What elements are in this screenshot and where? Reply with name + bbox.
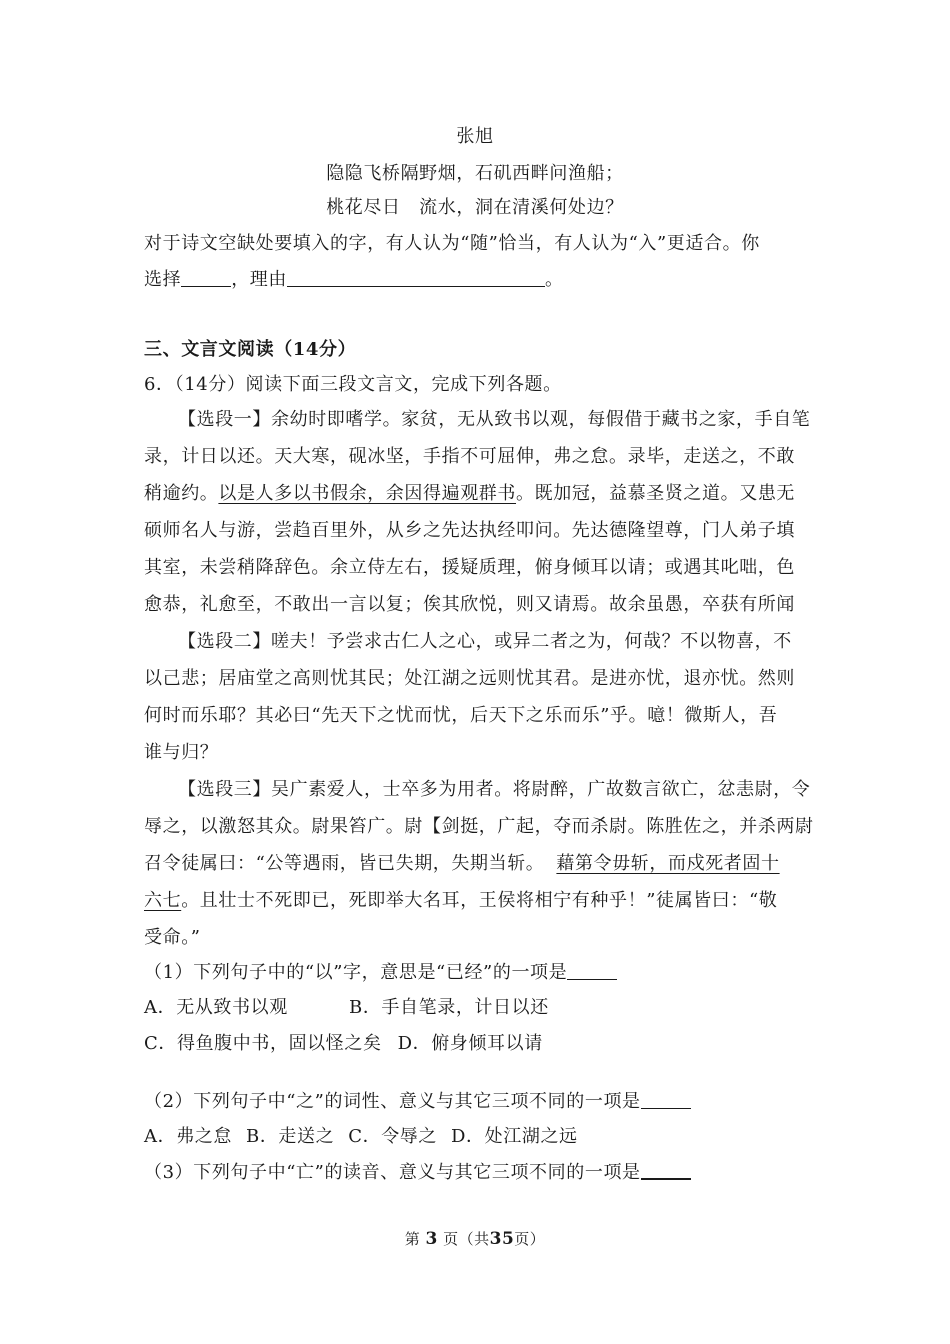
para3-line-3 [144,853,808,875]
footer-middle: 页（共 [443,1230,490,1248]
para1-line-6: 愈恭，礼愈至，不敢出一言以复；俟其欣悦，则又请焉。故余虽愚，卒获有所闻 [144,594,795,615]
q5-reason-blank[interactable] [287,270,545,287]
footer-page-number: 3 [425,1229,438,1249]
poem-author: 张旭 [456,126,494,147]
sub1-option-a[interactable]: A．无从致书以观 [144,997,288,1018]
sub3-question-text: （3）下列句子中“亡”的读音、意义与其它三项不同的一项是 [144,1162,641,1183]
sub2-question-text: （2）下列句子中“之”的词性、意义与其它三项不同的一项是 [144,1091,641,1112]
para1-line-3-end: 。既加冠，益慕圣贤之道。又患无 [516,483,796,504]
poem-line-2: 桃花尽日 流水，洞在清溪何处边？ [326,197,624,218]
para1-line-4: 硕师名人与游，尝趋百里外，从乡之先达执经叩问。先达德隆望尊，门人弟子填 [144,520,795,541]
para2-line-3: 何时而乐耶？其必曰“先天下之忧而忧，后天下之乐而乐”乎。噫！微斯人，吾 [144,705,778,726]
para3-line-5: 受命。” [144,927,201,948]
sub1-answer-blank[interactable] [567,963,617,980]
q5-end-mark: 。 [545,269,564,290]
underlined-sentence-2-part-1: 藉第令毋斩，而戍死者固十 [556,853,780,874]
sub2-option-a[interactable]: A．弗之怠 [144,1126,232,1147]
section-heading: 三、文言文阅读（14分） [144,339,357,360]
para3-line-4 [144,890,808,912]
underlined-sentence-2-part-2: 六七 [144,890,182,911]
para1-line-1: 【选段一】余幼时即嗜学。家贫，无从致书以观，每假借于藏书之家，手自笔 [178,409,811,430]
underlined-sentence-1: 以是人多以书假余，余因得遍观群书 [218,483,517,504]
para3-line-1: 【选段三】吴广素爱人，士卒多为用者。将尉醉，广故数言欲亡，忿恚尉，令 [178,779,811,800]
q5-choice-blank[interactable] [181,270,231,287]
sub1-question-text: （1）下列句子中的“以”字，意思是“已经”的一项是 [144,962,568,983]
para2-line-4: 谁与归？ [144,742,219,763]
para1-line-3-start: 稍逾约。 [144,483,219,504]
sub1-options-row-1 [144,997,808,1019]
para3-line-2: 辱之，以激怒其众。尉果笞广。尉【剑挺，广起，夺而杀尉。陈胜佐之，并杀两尉 [144,816,814,837]
q5-choose-label: 选择 [144,269,182,290]
sub2-answer-blank[interactable] [641,1092,691,1109]
para3-line-3-start: 召令徒属曰：“公等遇雨，皆已失期，失期当斩。 [144,853,545,874]
sub3-question [144,1162,808,1184]
para3-line-4-end: 。且壮士不死即已，死即举大名耳，王侯将相宁有种乎！”徒属皆曰：“敬 [181,890,778,911]
para1-line-5: 其室，未尝稍降辞色。余立侍左右，援疑质理，俯身倾耳以请；或遇其叱咄，色 [144,557,795,578]
para2-line-1: 【选段二】嗟夫！予尝求古仁人之心，或异二者之为，何哉？不以物喜，不 [178,631,792,652]
footer-suffix: 页） [514,1230,546,1248]
sub2-option-c[interactable]: C．令辱之 [348,1126,438,1147]
para1-line-3 [144,483,808,505]
sub2-question [144,1091,808,1113]
sub2-options-row [144,1126,808,1148]
q5-answer-line [144,269,808,291]
footer-total-pages: 35 [489,1229,515,1249]
page-footer [0,1228,950,1249]
sub2-option-d[interactable]: D．处江湖之远 [451,1126,578,1147]
q6-stem: 6．（14分）阅读下面三段文言文，完成下列各题。 [144,374,562,395]
para1-line-2: 录，计日以还。天大寒，砚冰坚，手指不可屈伸，弗之怠。录毕，走送之，不敢 [144,446,795,467]
sub1-option-c[interactable]: C．得鱼腹中书，固以怪之矣 [144,1033,382,1054]
sub1-option-d[interactable]: D．俯身倾耳以请 [397,1033,543,1054]
sub3-answer-blank[interactable] [641,1162,691,1180]
q5-text-line: 对于诗文空缺处要填入的字，有人认为“随”恰当，有人认为“入”更适合。你 [144,233,760,254]
poem-line-1: 隐隐飞桥隔野烟，石矶西畔问渔船； [326,163,624,184]
sub2-option-b[interactable]: B．走送之 [246,1126,335,1147]
para2-line-2: 以己悲；居庙堂之高则忧其民；处江湖之远则忧其君。是进亦忧，退亦忧。然则 [144,668,795,689]
sub1-option-b[interactable]: B．手自笔录，计日以还 [349,997,549,1018]
sub1-options-row-2 [144,1033,808,1055]
footer-prefix: 第 [404,1230,421,1248]
q5-reason-label: ，理由 [231,269,288,290]
sub1-question [144,962,808,984]
